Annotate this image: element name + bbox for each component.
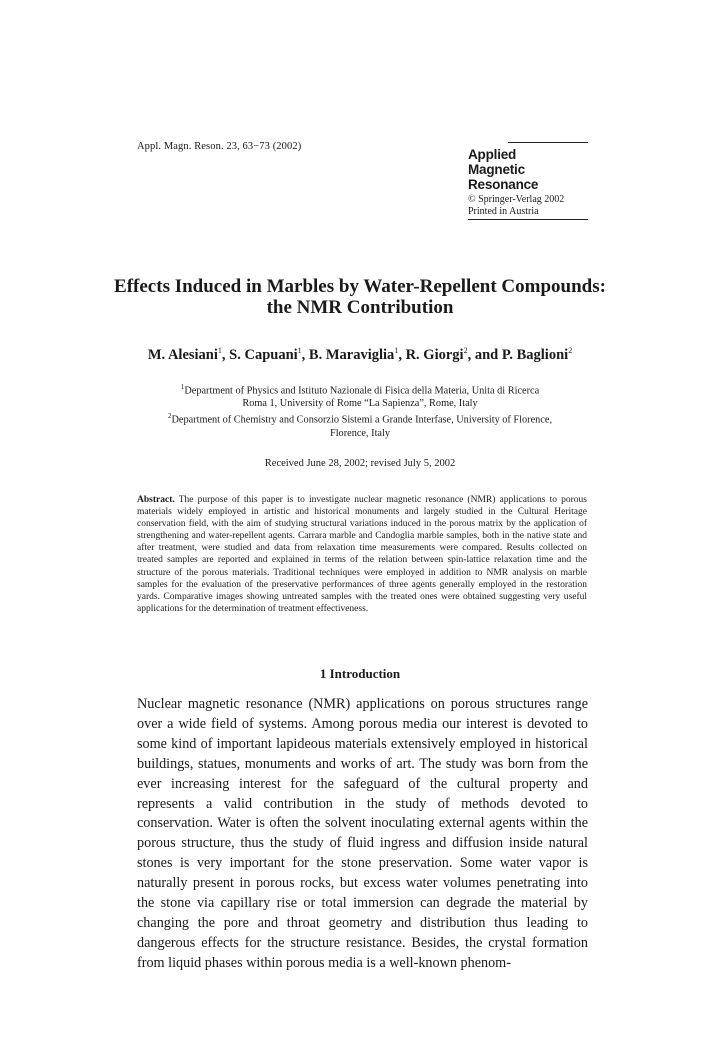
- author-affiliation-mark: 1: [297, 346, 302, 355]
- abstract: [137, 494, 587, 615]
- author-name: B. Maraviglia: [308, 346, 395, 363]
- article-title: [110, 276, 610, 318]
- author-separator: ,: [221, 346, 230, 363]
- journal-name-line1: Applied: [468, 147, 517, 162]
- author-list: [110, 346, 610, 364]
- author-affiliation-mark: 2: [463, 346, 468, 355]
- abstract-text: The purpose of this paper is to investigate nuclear magnetic resonance (NMR) applications to porous materials widely employed in artistic and historical monuments and largely studied in the Cultural Heritage conservation field, with the aim of studying structural variations induced in the porous matrix by the application of strengthening and water-repellent agents. Carrara marble and Candoglia marble samples, both in the native state and after treatment, were studied and data from relaxation time measurements were compared. Results collected on treated samples are reported and explained in terms of the relation between spin-lattice relaxation time and the structure of the porous materials. Traditional techniques were employed in addition to NMR analysis on marble samples for the evaluation of the preservative performances of three agents generally employed in the restoration yards. Comparative images showing untreated samples with the treated ones were obtained suggesting very useful applications for the determination of treatment effectiveness.: [137, 495, 587, 614]
- received-dates: Received June 28, 2002; revised July 5, 2002: [264, 458, 456, 469]
- author-separator: , and: [467, 346, 502, 363]
- affiliations: [100, 381, 620, 440]
- affiliation-line: Department of Chemistry and Consorzio Sistemi a Grande Interfase, University of Florence,: [171, 414, 553, 426]
- section-heading: 1 Introduction: [319, 666, 401, 681]
- journal-name-line2: Magnetic Resonance: [468, 162, 539, 192]
- author-name: R. Giorgi: [405, 346, 464, 363]
- copyright-notice: © Springer-Verlag 2002: [468, 194, 565, 205]
- affiliation-line: Department of Physics and Istituto Nazionale di Fisica della Materia, Unita di Ricerca: [184, 385, 540, 397]
- section-body-text: Nuclear magnetic resonance (NMR) applications on porous structures range over a wide field of systems. Among porous media our interest is devoted to some kind of important lapideous materials extensively employed in historical buildings, statues, monuments and works of art. The study was born from the ever increasing interest for the safeguard of the cultural property and represents a valid contribution in the study of methods devoted to conservation. Water is often the solvent inoculating external agents within the porous structure, thus the study of fluid ingress and diffusion inside natural stones is very important for the stone preservation. Some water vapor is naturally present in porous rocks, but excess water volumes penetrating into the stone via capillary rise or total immersion can degrade the material by changing the pore and throat geometry and distribution thus leading to dangerous effects for the structure resistance. Besides, the crystal formation from liquid phases within porous media is a well-known phenom-: [137, 696, 588, 971]
- author-affiliation-mark: 1: [394, 346, 399, 355]
- journal-rule-top: [508, 142, 588, 143]
- journal-citation: Appl. Magn. Reson. 23, 63−73 (2002): [137, 141, 302, 152]
- author-name: M. Alesiani: [147, 346, 218, 363]
- printed-in: Printed in Austria: [468, 205, 539, 217]
- author-separator: ,: [398, 346, 406, 363]
- journal-meta: [468, 194, 588, 217]
- affiliation-line: Florence, Italy: [329, 427, 391, 439]
- journal-rule-bottom: [468, 219, 588, 220]
- author-separator: ,: [301, 346, 309, 363]
- affiliation-2: [100, 410, 620, 426]
- affiliation-line: Roma 1, University of Rome “La Sapienza”, Rome, Italy: [242, 398, 478, 410]
- affiliation-mark: 1: [180, 383, 185, 391]
- author-name: S. Capuani: [229, 346, 298, 363]
- journal-box: [468, 142, 588, 220]
- journal-name: [468, 147, 588, 192]
- title-line2: the NMR Contribution: [266, 297, 454, 318]
- affiliation-mark: 2: [167, 412, 172, 421]
- author-affiliation-mark: 1: [217, 346, 222, 355]
- title-line1: Effects Induced in Marbles by Water-Repellent Compounds:: [114, 276, 606, 297]
- author-name: P. Baglioni: [501, 346, 569, 363]
- author-affiliation-mark: 2: [568, 346, 573, 355]
- abstract-label: Abstract.: [137, 495, 175, 505]
- affiliation-1: [100, 381, 620, 397]
